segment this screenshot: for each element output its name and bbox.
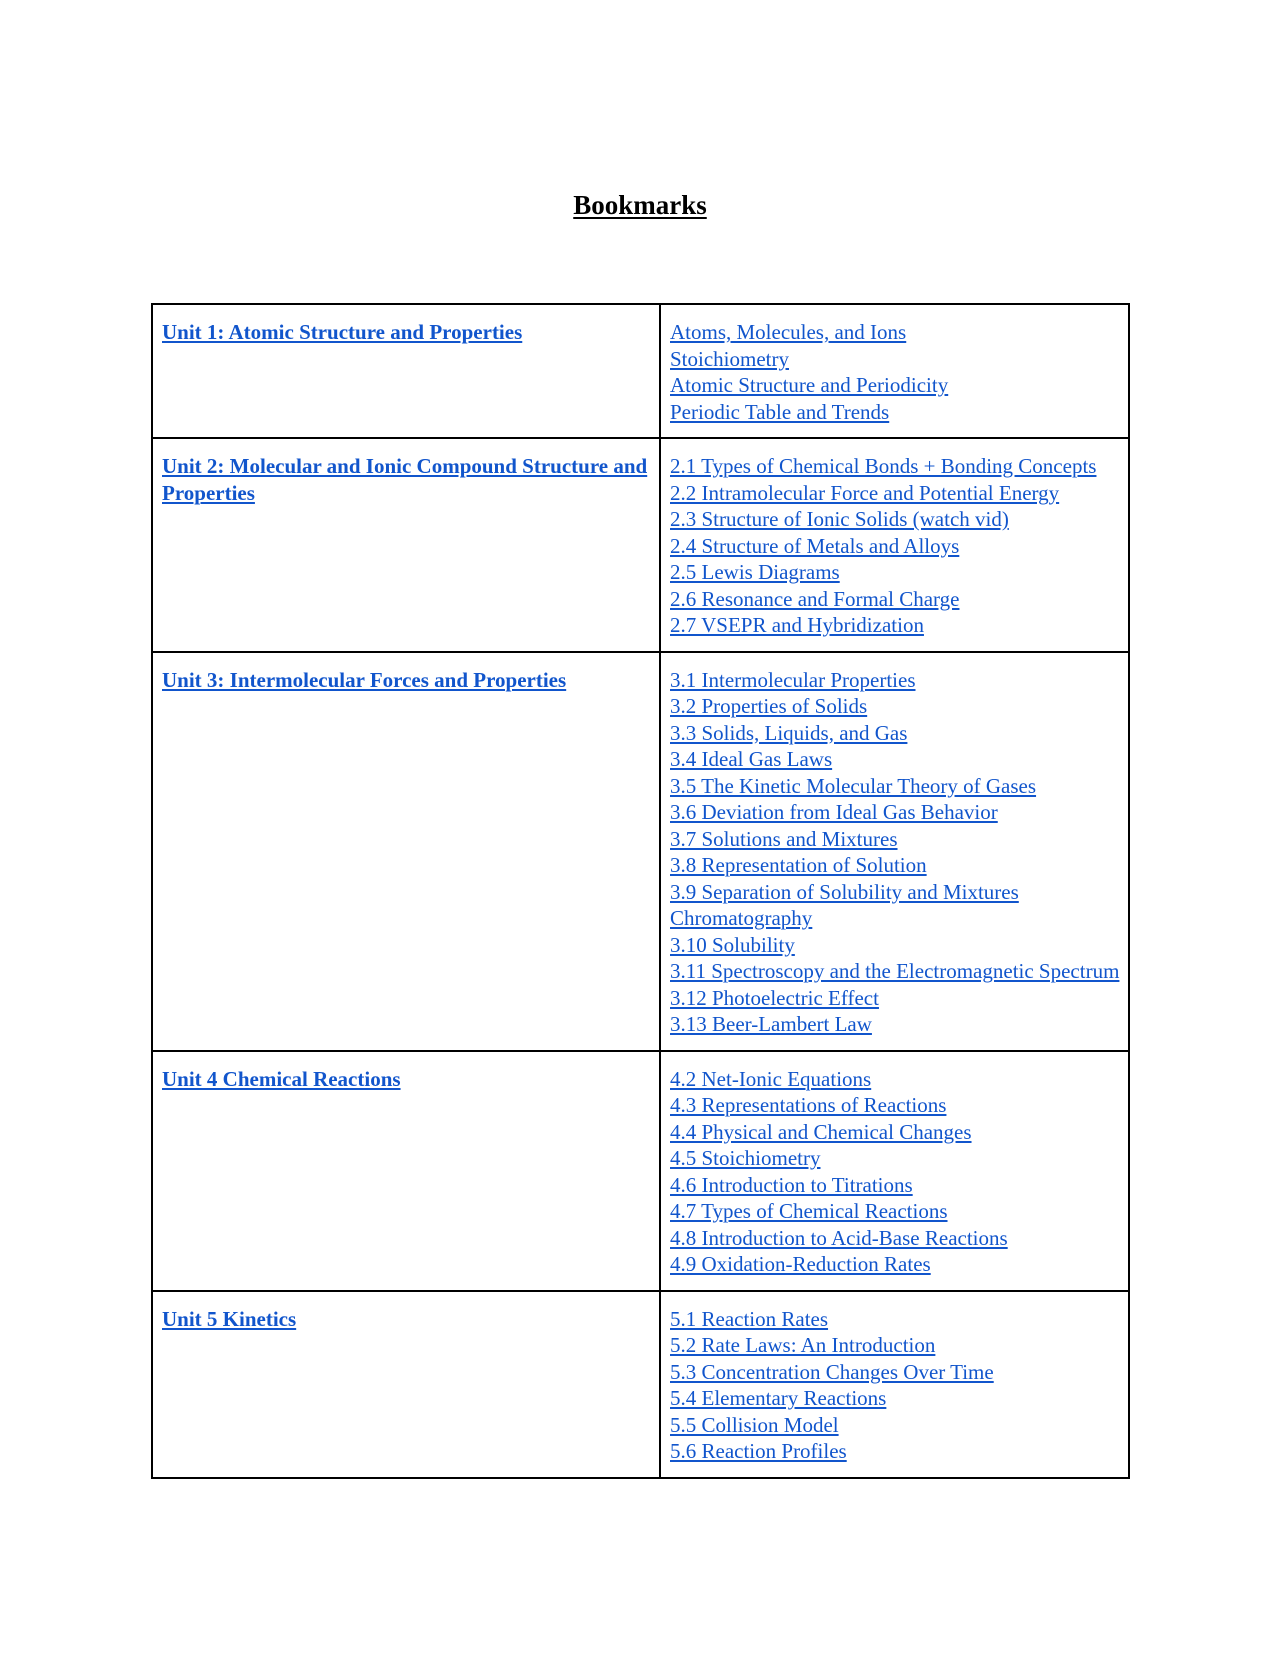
lesson-list-cell	[660, 1051, 1129, 1291]
lesson-link[interactable]: 2.7 VSEPR and Hybridization	[670, 613, 924, 637]
lesson-link[interactable]: 5.1 Reaction Rates	[670, 1306, 829, 1331]
unit-heading-cell	[152, 304, 660, 438]
unit-heading-cell	[152, 652, 660, 1051]
lesson-link[interactable]: 4.7 Types of Chemical Reactions	[670, 1199, 948, 1223]
unit-heading-link[interactable]: Unit 5 Kinetics	[162, 1306, 297, 1331]
lesson-link[interactable]: 3.4 Ideal Gas Laws	[670, 747, 833, 771]
page-title: Bookmarks	[573, 190, 707, 220]
lesson-link[interactable]: 2.2 Intramolecular Force and Potential Energy	[670, 480, 1060, 505]
lesson-link[interactable]: 3.2 Properties of Solids	[670, 694, 868, 718]
unit-row	[152, 304, 1129, 438]
lesson-link[interactable]: 2.1 Types of Chemical Bonds + Bonding Concepts	[670, 454, 1097, 478]
lesson-link[interactable]: 2.6 Resonance and Formal Charge	[670, 586, 960, 611]
lesson-link[interactable]: 3.1 Intermolecular Properties	[670, 667, 916, 692]
lesson-link[interactable]: 3.13 Beer-Lambert Law	[670, 1012, 872, 1036]
lesson-link[interactable]: 5.5 Collision Model	[670, 1412, 839, 1437]
lesson-link[interactable]: 4.2 Net-Ionic Equations	[670, 1066, 872, 1091]
lesson-link[interactable]: 2.4 Structure of Metals and Alloys	[670, 533, 960, 558]
lesson-link[interactable]: 3.9 Separation of Solubility and Mixtures Chromatography	[670, 879, 1019, 930]
lesson-link[interactable]: 3.7 Solutions and Mixtures	[670, 826, 898, 851]
lesson-link[interactable]: 5.2 Rate Laws: An Introduction	[670, 1333, 936, 1357]
lesson-link[interactable]: 5.3 Concentration Changes Over Time	[670, 1359, 994, 1384]
lesson-link[interactable]: 4.5 Stoichiometry	[670, 1146, 821, 1170]
unit-heading-link[interactable]: Unit 1: Atomic Structure and Properties	[162, 320, 523, 344]
lesson-list-cell	[660, 304, 1129, 438]
lesson-list-cell	[660, 652, 1129, 1051]
unit-row	[152, 438, 1129, 652]
lesson-link[interactable]: 3.6 Deviation from Ideal Gas Behavior	[670, 800, 998, 824]
unit-row	[152, 1051, 1129, 1291]
lesson-link[interactable]: 3.5 The Kinetic Molecular Theory of Gases	[670, 773, 1037, 798]
lesson-link[interactable]: 2.5 Lewis Diagrams	[670, 560, 840, 584]
lesson-link[interactable]: 3.8 Representation of Solution	[670, 853, 927, 877]
lesson-link[interactable]: 3.10 Solubility	[670, 932, 795, 957]
lesson-link[interactable]: 4.9 Oxidation-Reduction Rates	[670, 1252, 931, 1276]
unit-heading-cell	[152, 1291, 660, 1478]
lesson-link[interactable]: Periodic Table and Trends	[670, 399, 890, 424]
lesson-link[interactable]: 3.11 Spectroscopy and the Electromagnetic Spectrum	[670, 959, 1120, 983]
lesson-link[interactable]: 2.3 Structure of Ionic Solids (watch vid)	[670, 507, 1009, 531]
lesson-link[interactable]: 4.3 Representations of Reactions	[670, 1093, 947, 1117]
unit-heading-link[interactable]: Unit 4 Chemical Reactions	[162, 1066, 401, 1091]
lesson-link[interactable]: 3.3 Solids, Liquids, and Gas	[670, 720, 908, 745]
lesson-list-cell	[660, 1291, 1129, 1478]
lesson-list-cell	[660, 438, 1129, 652]
lesson-link[interactable]: 4.4 Physical and Chemical Changes	[670, 1119, 972, 1144]
lesson-link[interactable]: Stoichiometry	[670, 346, 789, 371]
lesson-link[interactable]: Atomic Structure and Periodicity	[670, 373, 949, 397]
unit-heading-link[interactable]: Unit 2: Molecular and Ionic Compound Structure and Properties	[162, 454, 648, 505]
bookmarks-table-body	[152, 304, 1129, 1478]
lesson-link[interactable]: 4.6 Introduction to Titrations	[670, 1172, 913, 1197]
unit-row	[152, 652, 1129, 1051]
lesson-link[interactable]: 4.8 Introduction to Acid-Base Reactions	[670, 1225, 1008, 1250]
lesson-link[interactable]: 3.12 Photoelectric Effect	[670, 985, 879, 1010]
unit-heading-cell	[152, 438, 660, 652]
lesson-link[interactable]: 5.6 Reaction Profiles	[670, 1439, 847, 1463]
unit-heading-link[interactable]: Unit 3: Intermolecular Forces and Properties	[162, 667, 567, 692]
lesson-link[interactable]: 5.4 Elementary Reactions	[670, 1386, 887, 1410]
unit-row	[152, 1291, 1129, 1478]
bookmarks-table	[151, 303, 1130, 1479]
unit-heading-cell	[152, 1051, 660, 1291]
lesson-link[interactable]: Atoms, Molecules, and Ions	[670, 320, 907, 344]
